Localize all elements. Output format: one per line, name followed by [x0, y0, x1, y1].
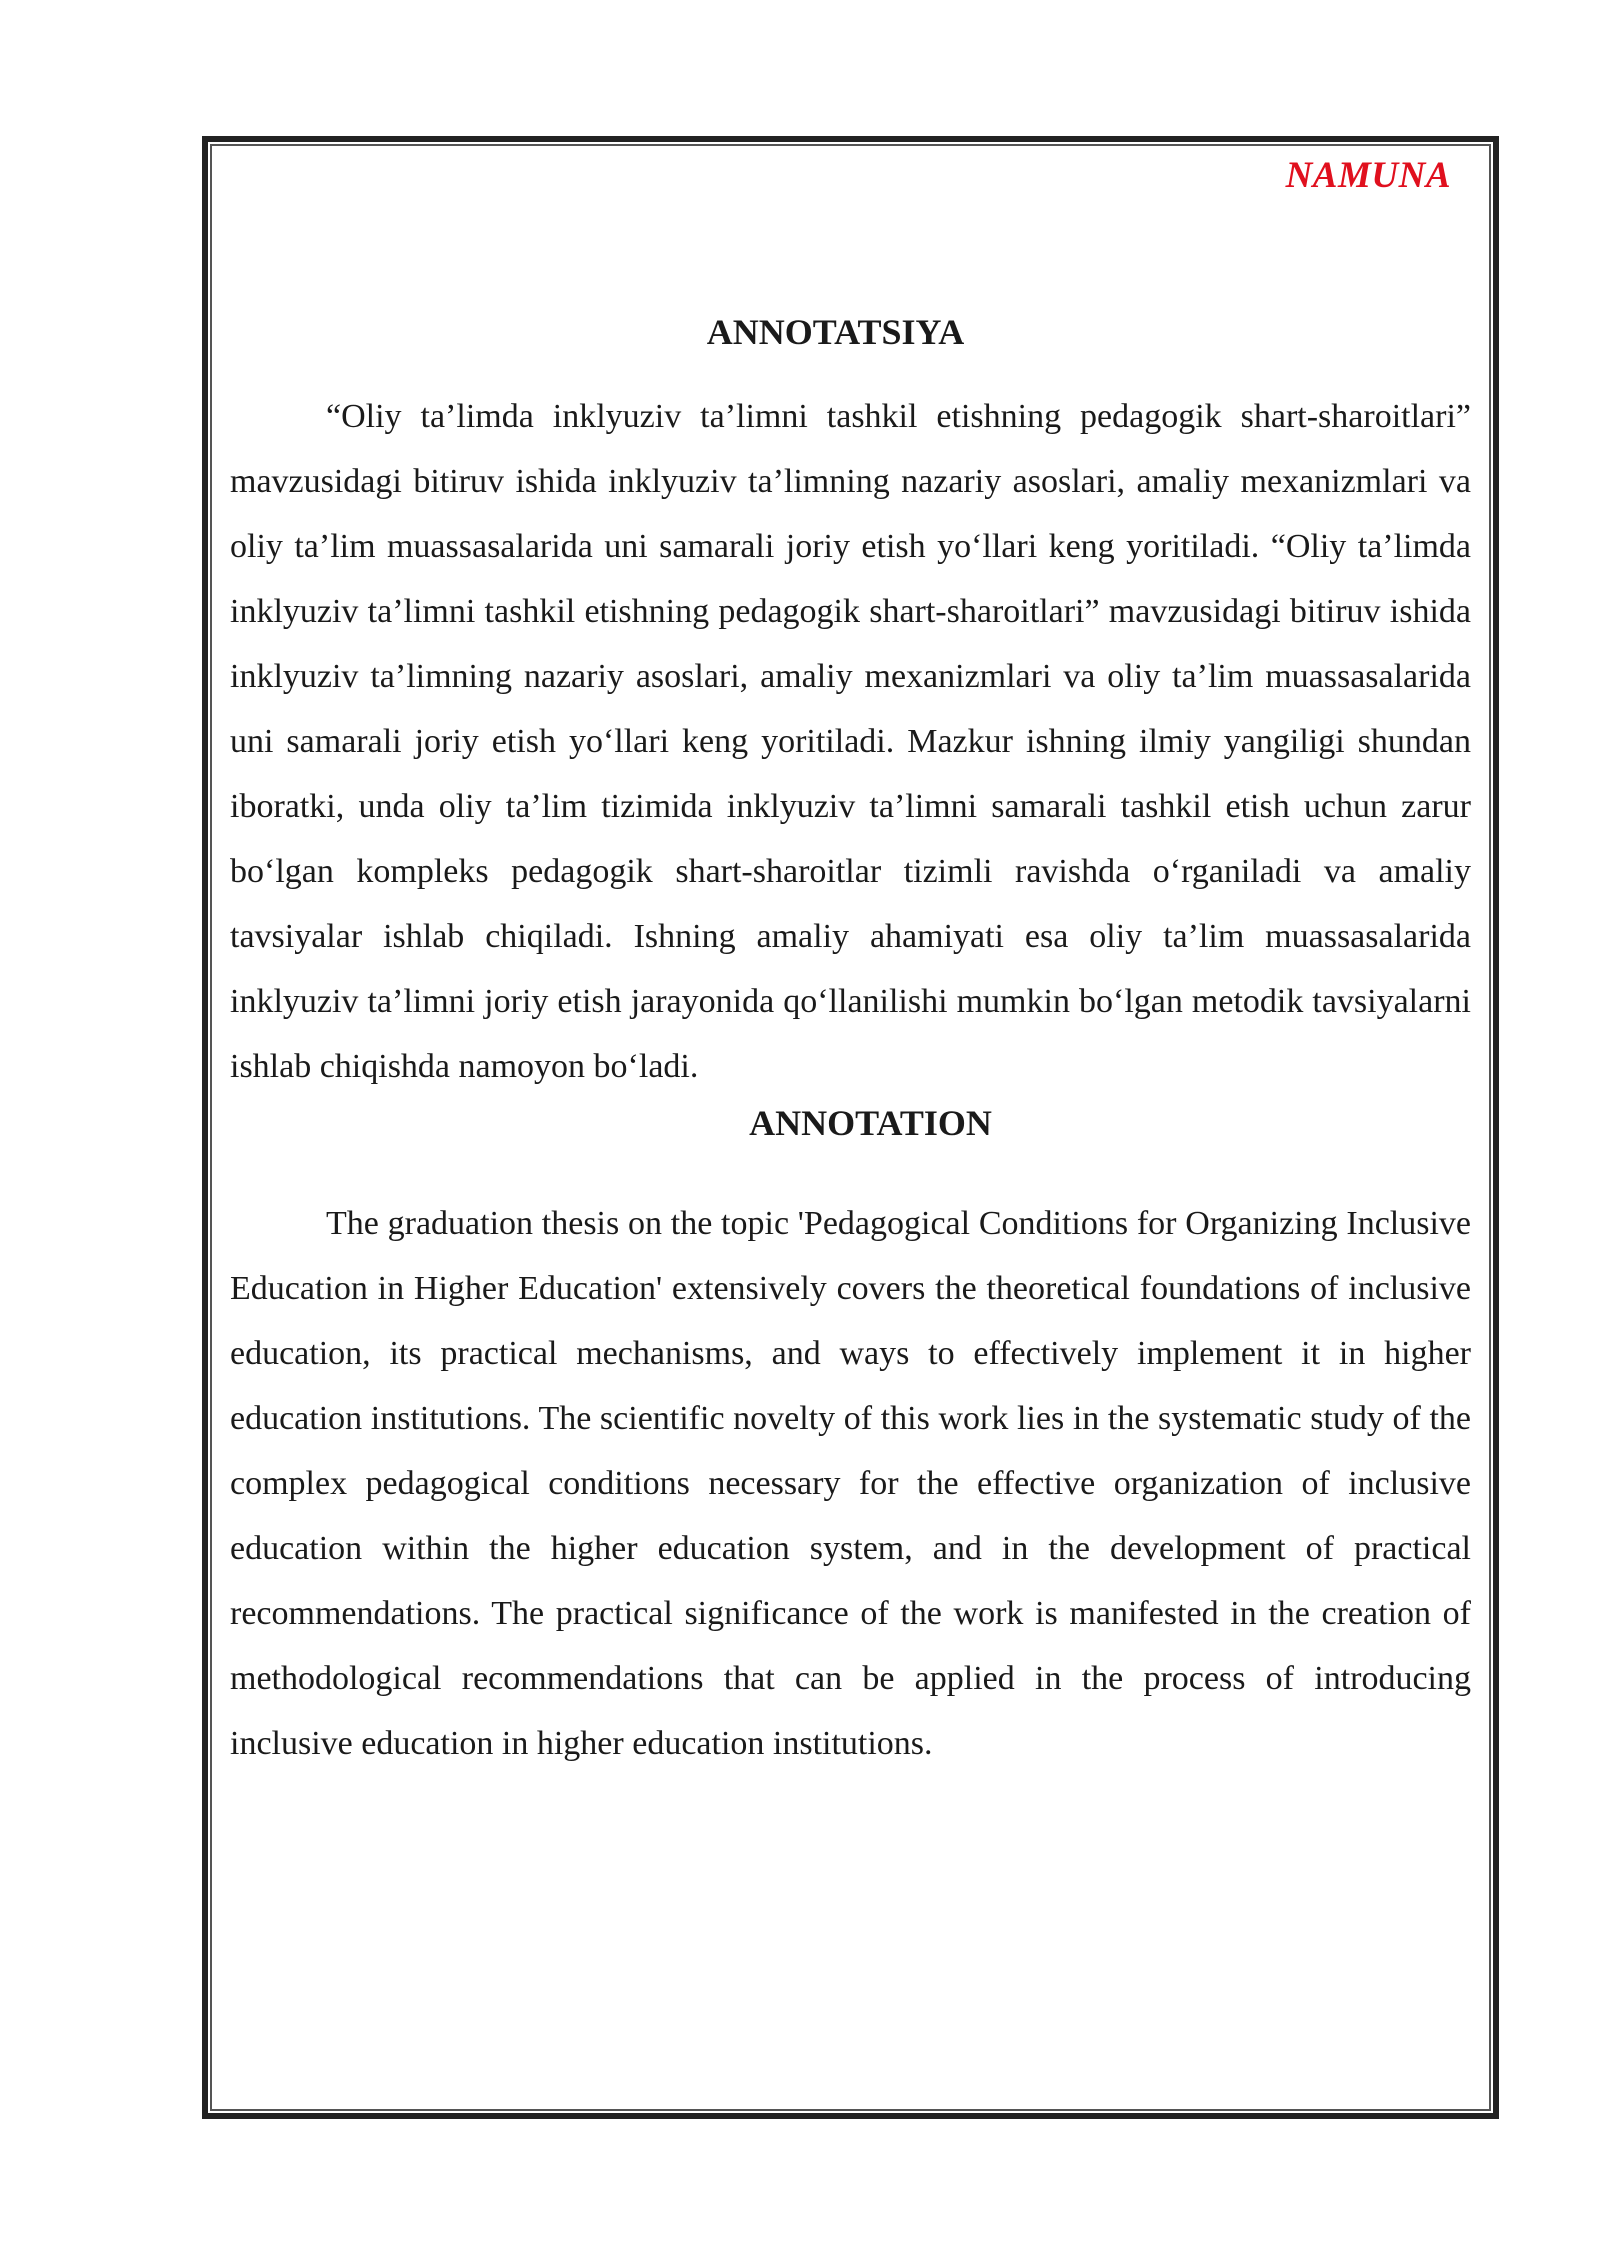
annotatsiya-paragraph: “Oliy ta’limda inklyuziv ta’limni tashkil etishning pedagogik shart-sharoitlari” mavzusidagi bitiruv ishida inklyuziv ta’limning nazariy asoslari, amaliy mexanizmlari va oliy ta’lim muassasalarida uni samarali joriy etish yo‘llari keng yoritiladi. “Oliy ta’limda inklyuziv ta’limni tashkil etishning pedagogik shart-sharoitlari” mavzusidagi bitiruv ishida inklyuziv ta’limning nazariy asoslari, amaliy mexanizmlari va oliy ta’lim muassasalarida uni samarali joriy etish yo‘llari keng yoritiladi. Mazkur ishning ilmiy yangiligi shundan iboratki, unda oliy ta’lim tizimida inklyuziv ta’limni samarali tashkil etish uchun zarur bo‘lgan kompleks pedagogik shart-sharoitlar tizimli ravishda o‘rganiladi va amaliy tavsiyalar ishlab chiqiladi. Ishning amaliy ahamiyati esa oliy ta’lim muassasalarida inklyuziv ta’limni joriy etish jarayonida qo‘llanilishi mumkin bo‘lgan metodik tavsiyalarni ishlab chiqishda namoyon bo‘ladi. [230, 398, 1471, 1085]
namuna-stamp: NAMUNA [1285, 155, 1451, 196]
annotation-paragraph: The graduation thesis on the topic 'Pedagogical Conditions for Organizing Inclusive Education in Higher Education' extensively covers the theoretical foundations of inclusive education, its practical mechanisms, and ways to effectively implement it in higher education institutions. The scientific novelty of this work lies in the systematic study of the complex pedagogical conditions necessary for the effective organization of inclusive education within the higher education system, and in the development of practical recommendations. The practical significance of the work is manifested in the creation of methodological recommendations that can be applied in the process of introducing inclusive education in higher education institutions. [230, 1205, 1471, 1762]
document-body [230, 308, 1471, 1776]
annotation-heading: ANNOTATION [749, 1103, 992, 1143]
page-border-frame [202, 136, 1499, 2119]
annotatsiya-heading: ANNOTATSIYA [706, 312, 965, 352]
